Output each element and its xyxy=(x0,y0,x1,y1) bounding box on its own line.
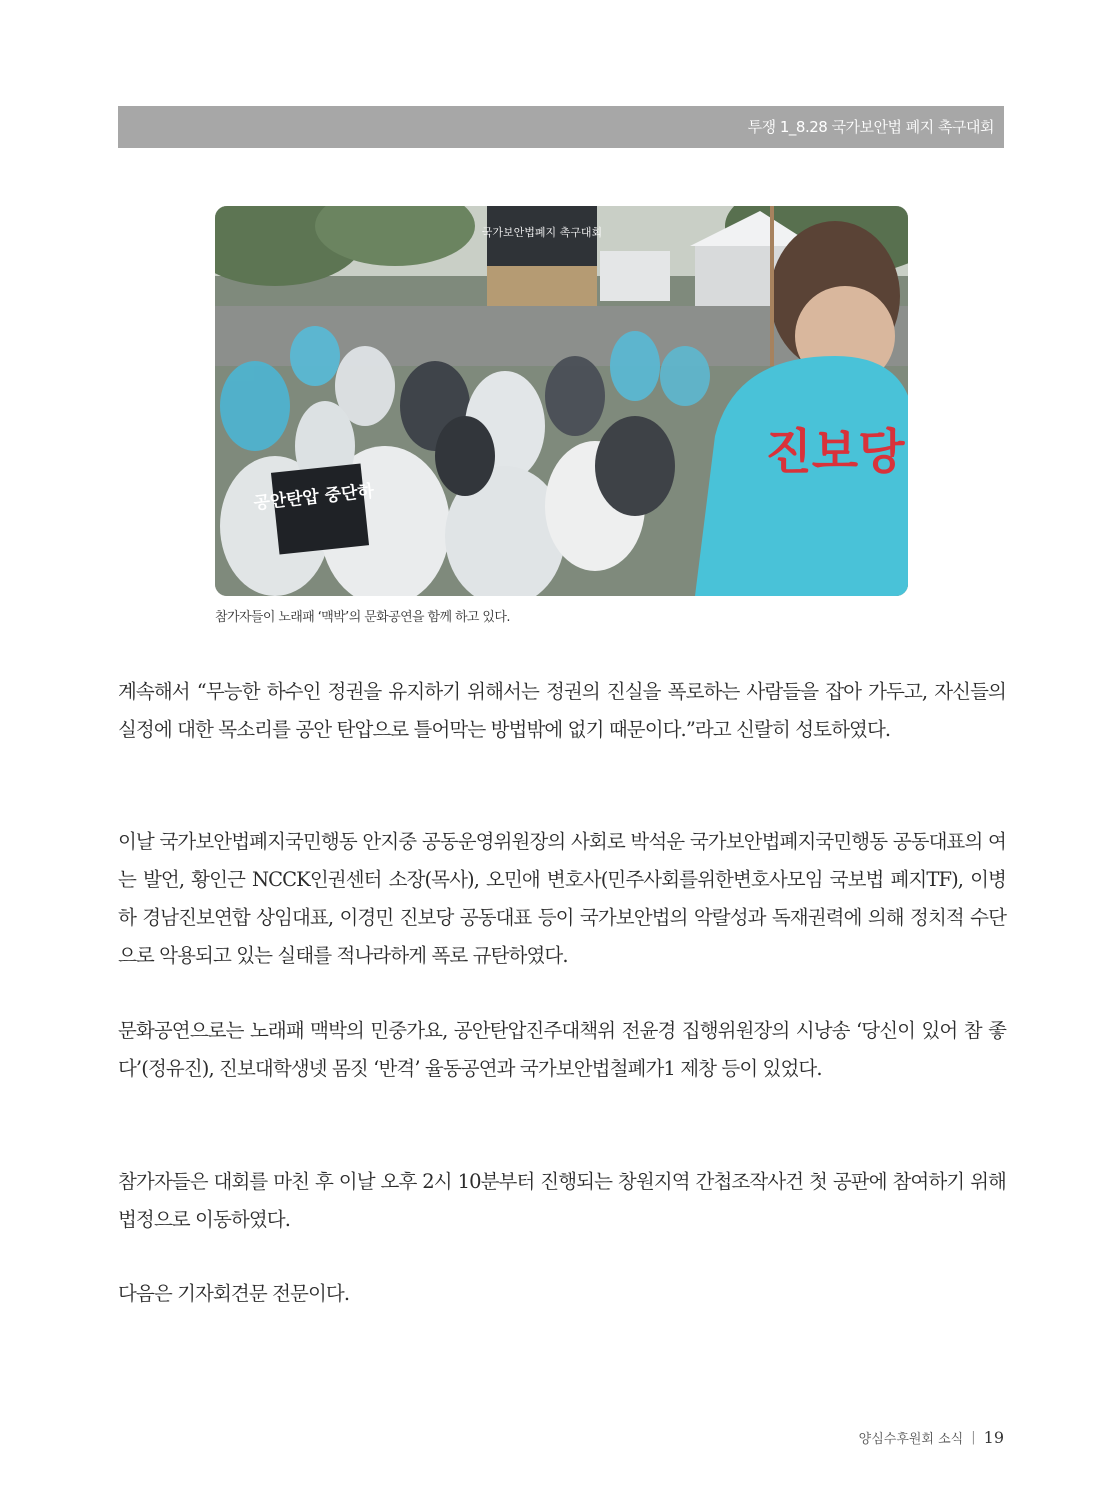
stage-banner-text: 국가보안법폐지 촉구대회 xyxy=(481,226,603,239)
vest-text: 진보당 xyxy=(765,424,905,480)
photo-caption: 참가자들이 노래패 ‘맥박’의 문화공연을 함께 하고 있다. xyxy=(215,610,510,625)
footer-separator: | xyxy=(971,1430,976,1445)
rally-photo xyxy=(215,206,908,596)
publication-name: 양심수후원회 소식 xyxy=(858,1432,964,1447)
section-header-title: 투쟁 1_8.28 국가보안법 폐지 촉구대회 xyxy=(747,118,994,136)
page-number: 19 xyxy=(983,1428,1004,1447)
section-header-bar xyxy=(118,106,1004,148)
body-paragraph: 다음은 기자회견문 전문이다. xyxy=(118,1282,350,1305)
page-footer xyxy=(859,1428,1004,1447)
protest-sign-text: 공안탄압 중단하 xyxy=(252,481,375,514)
body-paragraph: 문화공연으로는 노래패 맥박의 민중가요, 공안탄압진주대책위 전윤경 집행위원장의 시낭송 ‘당신이 있어 참 좋다’(정유진), 진보대학생넷 몸짓 ‘반격’ 율동공연과 국가보안법철폐가1 제창 등이 있었다. xyxy=(118,1019,1006,1080)
body-paragraph: 계속해서 “무능한 하수인 정권을 유지하기 위해서는 정권의 진실을 폭로하는 사람들을 잡아 가두고, 자신들의 실정에 대한 목소리를 공안 탄압으로 틀어막는 방법밖에 없기 때문이다.”라고 신랄히 성토하였다. xyxy=(118,680,1006,741)
body-paragraph: 참가자들은 대회를 마친 후 이날 오후 2시 10분부터 진행되는 창원지역 간첩조작사건 첫 공판에 참여하기 위해 법정으로 이동하였다. xyxy=(118,1170,1006,1231)
body-paragraph: 이날 국가보안법폐지국민행동 안지중 공동운영위원장의 사회로 박석운 국가보안법폐지국민행동 공동대표의 여는 발언, 황인근 NCCK인권센터 소장(목사), 오민애 변호사(민주사회를위한변호사모임 국보법 폐지TF), 이병하 경남진보연합 상임대표, 이경민 진보당 공동대표 등이 국가보안법의 악랄성과 독재권력에 의해 정치적 수단으로 악용되고 있는 실태를 적나라하게 폭로 규탄하였다. xyxy=(118,830,1006,967)
